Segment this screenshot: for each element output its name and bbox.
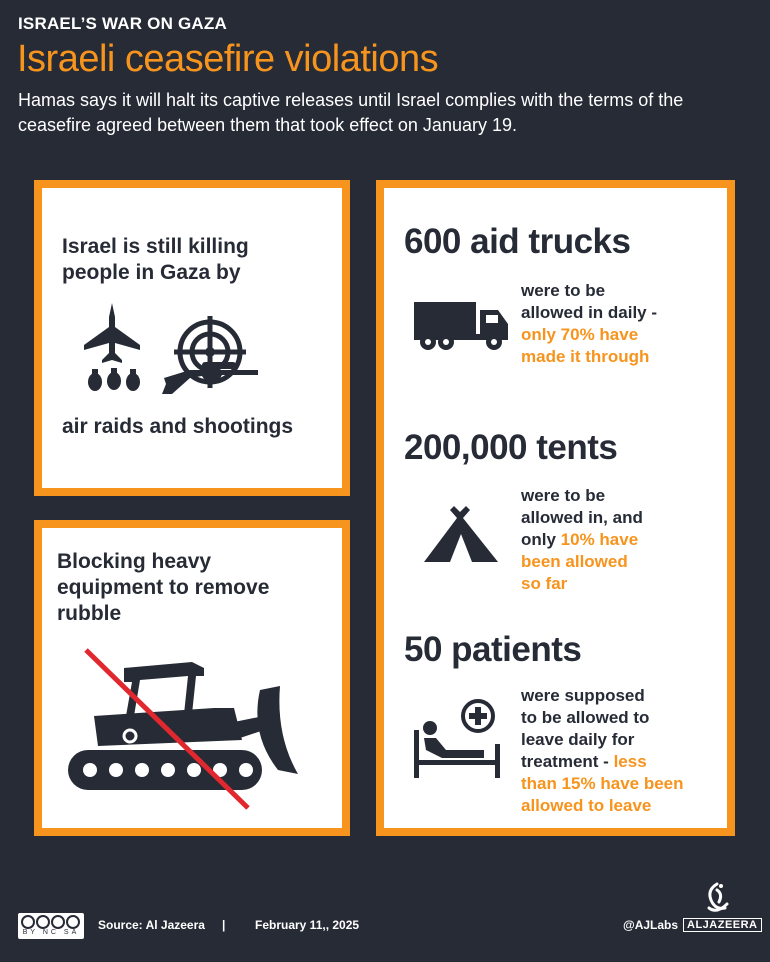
patients-line4-plain: treatment - xyxy=(521,752,614,771)
patients-description xyxy=(521,685,731,817)
stats-card xyxy=(376,180,735,836)
creative-commons-badge xyxy=(18,913,84,939)
equipment-heading-line2: equipment to remove xyxy=(57,576,270,599)
equipment-heading xyxy=(57,549,269,627)
trucks-highlight-line2: made it through xyxy=(521,347,650,366)
ajlabs-handle: @AJLabs xyxy=(623,918,679,932)
patients-line3: leave daily for xyxy=(521,730,635,749)
aljazeera-logo-icon xyxy=(699,880,735,916)
trucks-description xyxy=(521,280,721,368)
tents-line3-plain: only xyxy=(521,530,561,549)
killing-heading xyxy=(62,234,249,286)
killing-heading-line1: Israel is still killing xyxy=(62,235,249,258)
patients-line1: were supposed xyxy=(521,686,645,705)
tents-headline: 200,000 tents xyxy=(404,428,618,467)
footer-separator: | xyxy=(222,918,226,932)
cc-license-text: BY NC SA xyxy=(22,929,80,936)
tents-line1: were to be xyxy=(521,486,606,505)
tents-highlight-line3: so far xyxy=(521,574,568,593)
equipment-heading-line3: rubble xyxy=(57,602,122,625)
date-text: February 11,, 2025 xyxy=(255,918,360,932)
patients-line2: to be allowed to xyxy=(521,708,650,727)
kicker: ISRAEL’S WAR ON GAZA xyxy=(18,14,227,33)
aljazeera-brand: ALJAZEERA xyxy=(683,918,762,932)
patients-highlight-line2: than 15% have been xyxy=(521,774,684,793)
tent-icon xyxy=(424,506,498,562)
trucks-line2: allowed in daily - xyxy=(521,303,658,322)
bombs-icon xyxy=(86,368,142,398)
rifle-icon xyxy=(160,360,260,396)
patients-highlight-line1: less xyxy=(613,752,647,771)
hospital-bed-icon xyxy=(412,698,504,778)
equipment-heading-line1: Blocking heavy xyxy=(57,550,212,573)
crossed-out-bulldozer-icon xyxy=(64,646,304,816)
killing-card xyxy=(34,180,350,496)
tents-highlight-line2: been allowed xyxy=(521,552,628,571)
truck-icon xyxy=(414,296,512,350)
page-title: Israeli ceasefire violations xyxy=(17,38,439,80)
patients-headline: 50 patients xyxy=(404,630,582,669)
cc-license-icons xyxy=(20,914,82,930)
fighter-jet-icon xyxy=(82,303,142,365)
killing-heading-line2: people in Gaza by xyxy=(62,261,241,284)
trucks-line1: were to be xyxy=(521,281,606,300)
killing-caption: air raids and shootings xyxy=(62,415,294,438)
tents-description xyxy=(521,485,721,595)
trucks-headline: 600 aid trucks xyxy=(404,222,631,261)
subtitle: Hamas says it will halt its captive releases until Israel complies with the terms of the ceasefire agreed between them that took effect on January 19. xyxy=(18,90,684,135)
tents-line3 xyxy=(521,529,721,551)
patients-line4 xyxy=(521,751,731,773)
patients-highlight-line3: allowed to leave xyxy=(521,796,652,815)
tents-highlight-line1: 10% have xyxy=(560,530,639,549)
trucks-highlight-line1: only 70% have xyxy=(521,325,639,344)
tents-line2: allowed in, and xyxy=(521,508,643,527)
equipment-card xyxy=(34,520,350,836)
source-text: Source: Al Jazeera xyxy=(98,918,205,932)
